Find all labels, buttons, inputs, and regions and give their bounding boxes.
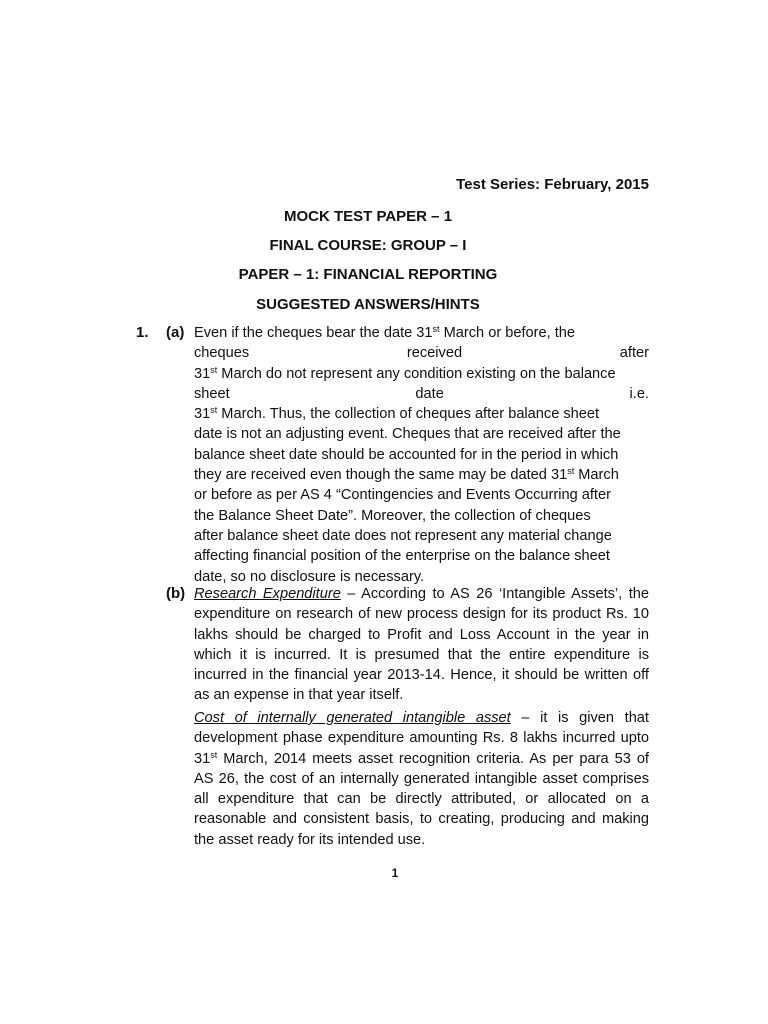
paper-heading: PAPER – 1: FINANCIAL REPORTING (238, 266, 498, 283)
research-expenditure-text: – According to AS 26 ‘Intangible Assets’, the expenditure on research of new process design for its product Rs. 10 lakhs should be charged to Profit and Loss Account in the year in which it is incurred. It is presumed that the entire expenditure is incurred in the financial year 2013-14. Hence, it should be written off as an expense in that year itself. (194, 586, 649, 704)
answer-line: the Balance Sheet Date”. Moreover, the collection of cheques (194, 507, 591, 524)
part-a-answer (194, 323, 649, 587)
part-a-label: (a) (166, 324, 185, 341)
question-number: 1. (136, 324, 149, 341)
intangible-asset-heading: Cost of internally generated intangible asset (194, 710, 511, 726)
answer-line: date, so no disclosure is necessary. (194, 568, 425, 585)
mock-test-heading: MOCK TEST PAPER – 1 (283, 208, 453, 225)
part-b-intangible-paragraph: Cost of internally generated intangible asset – it is given that development phase expenditure amounting Rs. 8 lakhs incurred upto 31st March, 2014 meets asset recognition criteria. As per para 53 of AS 26, the cost of an internally generated intangible asset comprises all expenditure that can be directly attributed, or allocated on a reasonable and consistent basis, to creating, producing and making the asset ready for its intended use. (194, 710, 649, 848)
page-number: 1 (391, 866, 399, 880)
answer-line: or before as per AS 4 “Contingencies and Events Occurring after (194, 487, 611, 504)
answer-line: they are received even though the same may be dated 31st March (194, 466, 619, 484)
part-b-research-paragraph (194, 584, 649, 706)
answer-line: balance sheet date should be accounted for in the period in which (194, 446, 619, 463)
answer-line: date is not an adjusting event. Cheques that are received after the (194, 426, 621, 443)
answer-line: Even if the cheques bear the date 31st March or before, the (194, 324, 576, 341)
test-series-label: Test Series: February, 2015 (456, 176, 649, 193)
answer-line: 31st March. Thus, the collection of cheques after balance sheet (194, 405, 600, 423)
answer-line: cheques received after (194, 345, 649, 362)
answer-line: 31st March do not represent any condition existing on the balance (194, 364, 616, 382)
part-b-label: (b) (166, 585, 186, 602)
answer-line: affecting financial position of the enterprise on the balance sheet (194, 548, 610, 565)
answer-line: after balance sheet date does not represent any material change (194, 527, 612, 544)
answer-line: sheet date i.e. (194, 385, 649, 402)
answers-heading: SUGGESTED ANSWERS/HINTS (256, 296, 480, 313)
course-heading: FINAL COURSE: GROUP – I (269, 237, 467, 254)
research-expenditure-heading: Research Expenditure (194, 586, 341, 602)
